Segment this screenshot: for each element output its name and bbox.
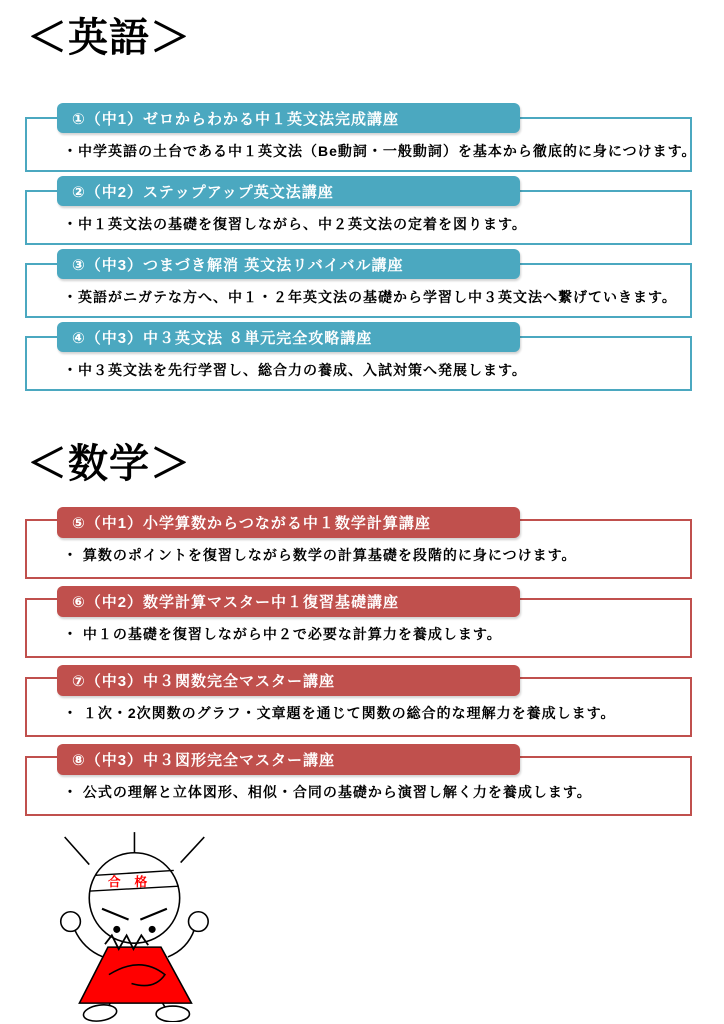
course-description: ・ １次・2次関数のグラフ・文章題を通じて関数の総合的な理解力を養成します。	[63, 705, 616, 721]
course-description: ・中３英文法を先行学習し、総合力の養成、入試対策へ発展します。	[63, 362, 527, 378]
mascot-right-fist	[189, 912, 209, 932]
course-title-tab: ④（中3）中３英文法 ８単元完全攻略講座	[57, 322, 520, 352]
math-course-list	[25, 507, 692, 823]
course-card	[25, 249, 692, 318]
mascot-right-spike-icon	[181, 837, 205, 863]
course-title-tab: ③（中3）つまづき解消 英文法リバイバル講座	[57, 249, 520, 279]
course-card	[25, 322, 692, 391]
mascot-left-arm	[75, 929, 104, 957]
section-heading-math: ＜数学＞	[27, 442, 191, 486]
course-card	[25, 586, 692, 658]
mascot-headband-text: 合格	[107, 874, 161, 890]
mascot-left-spike-icon	[65, 837, 90, 865]
course-title-tab: ②（中2）ステップアップ英文法講座	[57, 176, 520, 206]
course-card	[25, 176, 692, 245]
course-description: ・ 中１の基礎を復習しながら中２で必要な計算力を養成します。	[63, 626, 502, 642]
section-heading-english: ＜英語＞	[27, 16, 191, 60]
course-description: ・中１英文法の基礎を復習しながら、中２英文法の定着を図ります。	[63, 216, 527, 232]
course-description: ・ 算数のポイントを復習しながら数学の計算基礎を段階的に身につけます。	[63, 547, 577, 563]
mascot-left-fist	[61, 912, 81, 932]
mascot-body	[79, 947, 191, 1003]
course-description: ・ 公式の理解と立体図形、相似・合同の基礎から演習し解く力を養成します。	[63, 784, 592, 800]
course-description: ・英語がニガテな方へ、中１・２年英文法の基礎から学習し中３英文法へ繋げていきます。	[63, 289, 677, 305]
mascot-right-foot	[156, 1006, 189, 1022]
mascot-right-eye	[149, 926, 156, 933]
course-description: ・中学英語の土台である中１英文法（Be動詞・一般動詞）を基本から徹底的に身につけます。	[63, 143, 697, 159]
course-card	[25, 665, 692, 737]
course-title-tab: ①（中1）ゼロからわかる中１英文法完成講座	[57, 103, 520, 133]
mascot-left-eye	[113, 926, 120, 933]
course-title-tab: ⑤（中1）小学算数からつながる中１数学計算講座	[57, 507, 520, 538]
course-card	[25, 744, 692, 816]
mascot-head	[89, 853, 179, 943]
course-title-tab: ⑥（中2）数学計算マスター中１復習基礎講座	[57, 586, 520, 617]
course-title-tab: ⑦（中3）中３関数完全マスター講座	[57, 665, 520, 696]
mascot-character	[46, 828, 218, 1022]
mascot-right-arm	[168, 929, 195, 957]
course-card	[25, 507, 692, 579]
english-course-list	[25, 103, 697, 395]
mascot-left-foot	[82, 1003, 117, 1022]
course-title-tab: ⑧（中3）中３図形完全マスター講座	[57, 744, 520, 775]
course-card	[25, 103, 697, 172]
